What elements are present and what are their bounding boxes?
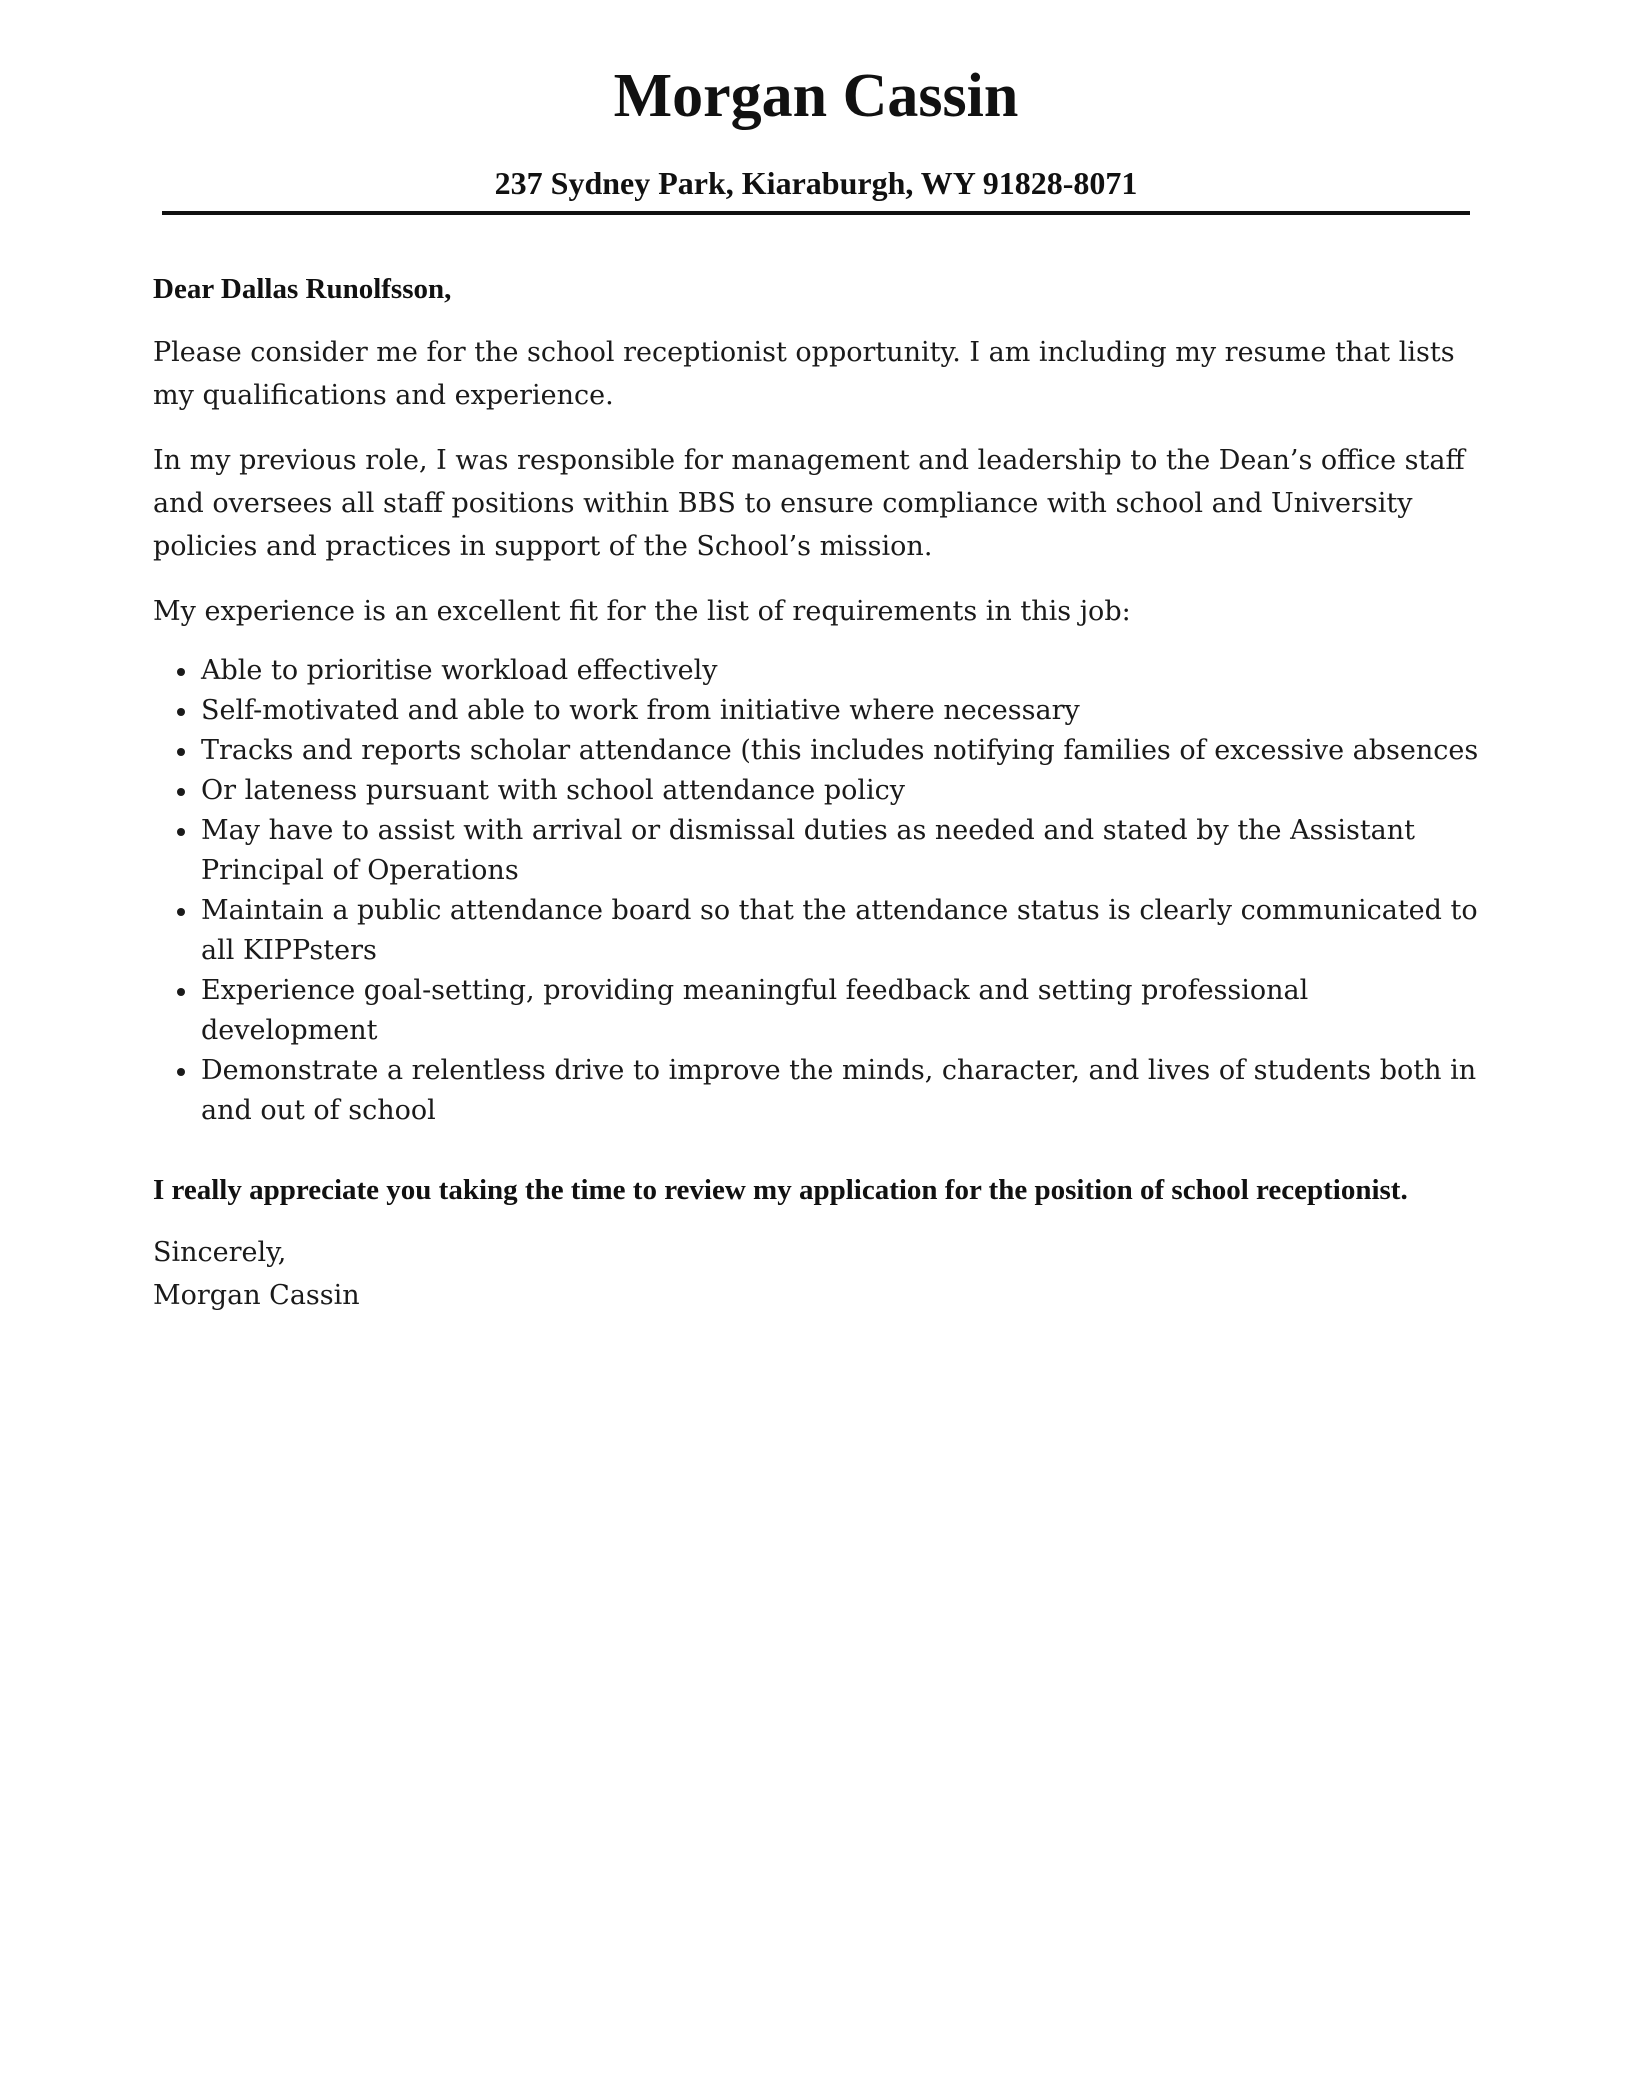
list-item (153, 811, 1483, 891)
signature-name: Morgan Cassin (153, 1280, 360, 1311)
list-item (153, 891, 1483, 971)
list-item-text: Maintain a public attendance board so that the attendance status is clearly communicated to all KIPPsters (201, 895, 1478, 966)
bullet-icon (177, 748, 185, 756)
applicant-address: 237 Sydney Park, Kiaraburgh, WY 91828-8071 (494, 165, 1138, 201)
valediction: Sincerely, (153, 1237, 287, 1268)
experience-paragraph: In my previous role, I was responsible for management and leadership to the Dean’s office staff and oversees all staff positions within BBS to ensure compliance with school and University policies and practices in support of the School’s mission. (153, 445, 1465, 562)
requirements-list (153, 651, 1483, 1131)
applicant-name: Morgan Cassin (613, 62, 1019, 130)
bullet-icon (177, 1068, 185, 1076)
requirements-intro: My experience is an excellent fit for the list of requirements in this job: (153, 596, 1131, 627)
list-item-text: May have to assist with arrival or dismissal duties as needed and stated by the Assistant Principal of Operations (201, 815, 1416, 886)
list-item (153, 691, 1483, 731)
salutation: Dear Dallas Runolfsson, (153, 273, 452, 305)
list-item-text: Self-motivated and able to work from initiative where necessary (201, 695, 1080, 726)
intro-paragraph: Please consider me for the school receptionist opportunity. I am including my resume that lists my qualifications and experience. (153, 337, 1455, 411)
list-item-text: Or lateness pursuant with school attendance policy (201, 775, 906, 806)
header-divider (162, 211, 1470, 215)
list-item (153, 651, 1483, 691)
bullet-icon (177, 788, 185, 796)
bullet-icon (177, 708, 185, 716)
bullet-icon (177, 988, 185, 996)
list-item (153, 1051, 1483, 1131)
list-item-text: Tracks and reports scholar attendance (this includes notifying families of excessive absences (201, 735, 1479, 766)
list-item (153, 731, 1483, 771)
bullet-icon (177, 828, 185, 836)
list-item-text: Experience goal-setting, providing meaningful feedback and setting professional development (201, 975, 1309, 1046)
list-item-text: Demonstrate a relentless drive to improve the minds, character, and lives of students both in and out of school (201, 1055, 1477, 1126)
bullet-icon (177, 908, 185, 916)
closing-statement: I really appreciate you taking the time to review my application for the position of school receptionist. (153, 1174, 1408, 1206)
letter-body (153, 270, 1483, 1317)
list-item-text: Able to prioritise workload effectively (201, 655, 718, 686)
list-item (153, 771, 1483, 811)
bullet-icon (177, 668, 185, 676)
list-item (153, 971, 1483, 1051)
